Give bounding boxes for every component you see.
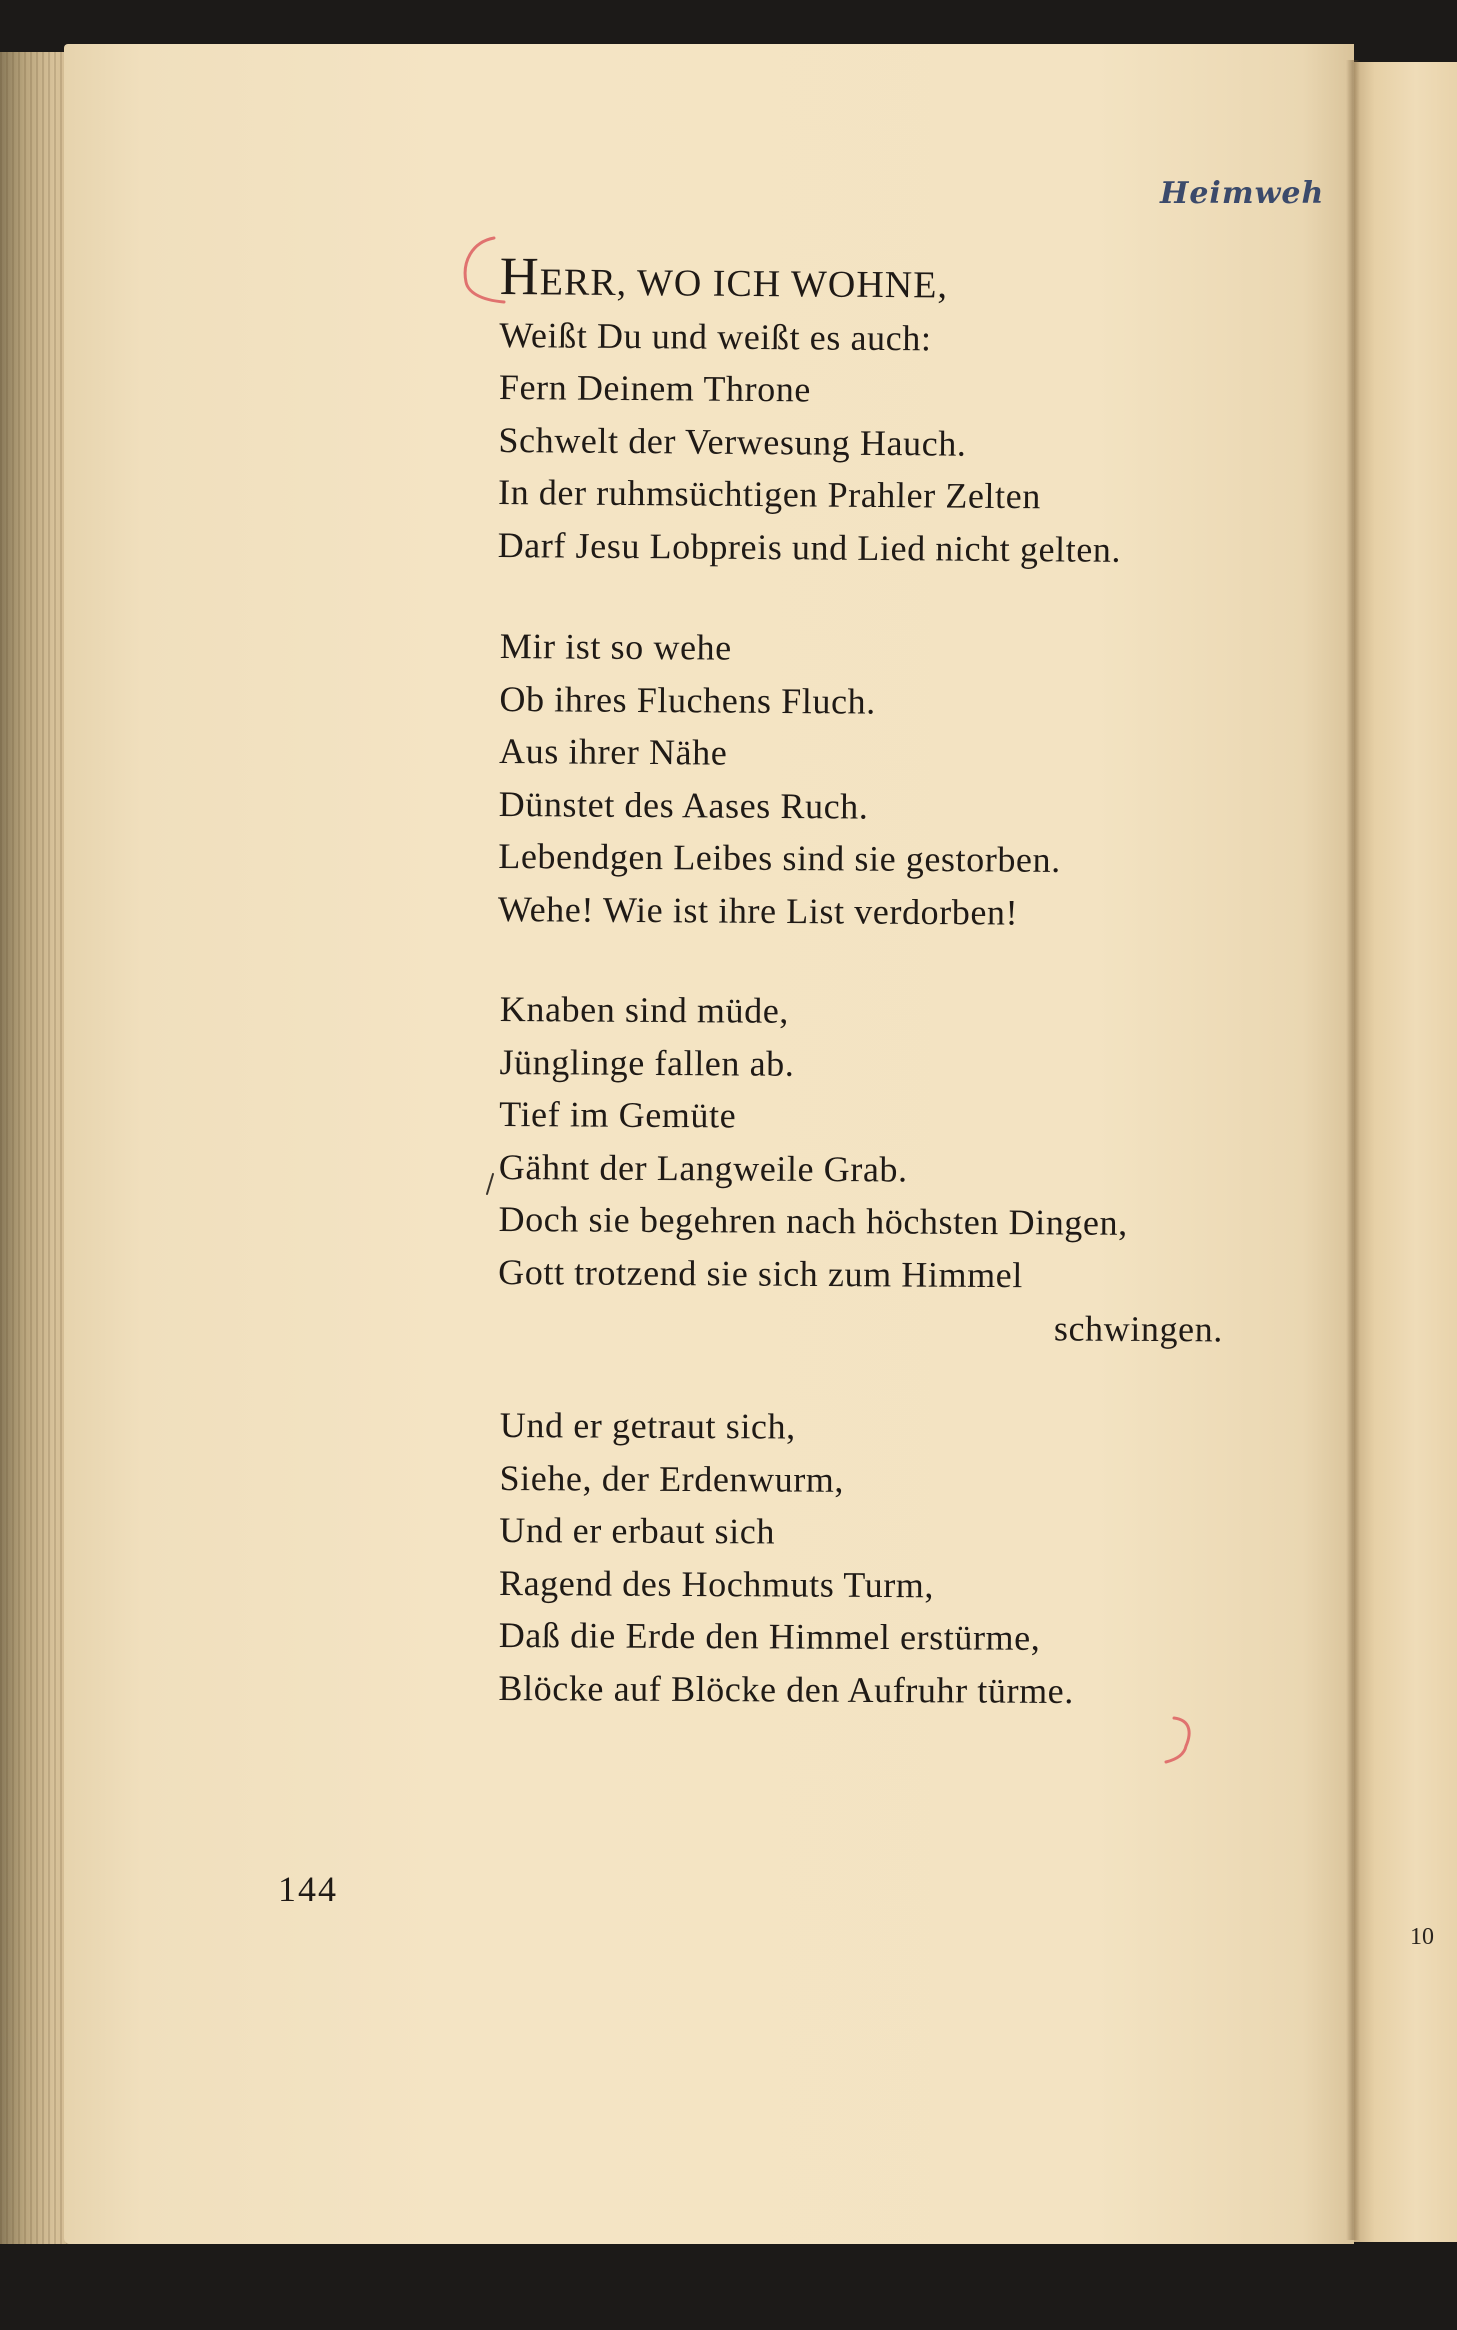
poem-line: Weißt Du und weißt es auch: [499,314,932,358]
poem-line: Tief im Gemüte [499,1094,737,1136]
poem-line: Wehe! Wie ist ihre List verdorben! [497,888,1019,933]
signature-number: 10 [1410,1924,1434,1950]
page-number: 144 [278,1869,338,1909]
book-gutter [1346,60,1360,2240]
poem-line: Gähnt der Langweile Grab. [498,1146,908,1190]
poem-line: Und er getraut sich, [499,1405,796,1447]
poem-line: Knaben sind müde, [499,989,790,1031]
poem-line: Fern Deinem Throne [498,367,812,410]
poem-line: In der ruhmsüchtigen Prahler Zelten [497,472,1042,517]
stanza [498,1399,1320,1719]
poem-line: Ob ihres Fluchens Fluch. [499,678,876,721]
first-line-text: ERR, WO ICH WOHNE, [539,261,949,307]
poem [497,246,1320,1763]
poem-line: Aus ihrer Nähe [498,730,728,773]
poem-line: Gott trotzend sie sich zum Himmel [498,1252,1024,1296]
poem-line: Jünglinge fallen ab. [499,1041,795,1084]
poem-line-continuation: schwingen. [1053,1308,1224,1350]
drop-initial: H [499,246,541,307]
poem-line: Siehe, der Erdenwurm, [499,1457,845,1500]
facing-page-edge [1354,62,1457,2242]
running-head: Heimweh [1160,176,1325,211]
poem-line: Dünstet des Aases Ruch. [498,783,869,826]
poem-line: Blöcke auf Blöcke den Aufruhr türme. [498,1668,1075,1712]
poem-line: Doch sie begehren nach höchsten Dingen, [498,1199,1128,1244]
poem-line: Schwelt der Verwesung Hauch. [498,419,967,464]
stanza [498,983,1320,1356]
poem-line: Daß die Erde den Himmel erstürme, [498,1615,1041,1659]
poem-line: Ragend des Hochmuts Turm, [498,1563,935,1606]
poem-first-line [499,246,1320,315]
poem-line: Lebendgen Leibes sind sie gestorben. [498,835,1061,880]
poem-line: Und er erbaut sich [499,1510,776,1552]
stanza [497,246,1320,578]
scan-background [0,2244,1457,2330]
poem-line: Darf Jesu Lobpreis und Lied nicht gelten. [497,524,1122,570]
pencil-tick-mark [483,1172,497,1198]
poem-line: Mir ist so wehe [499,625,732,668]
stanza [498,620,1320,941]
